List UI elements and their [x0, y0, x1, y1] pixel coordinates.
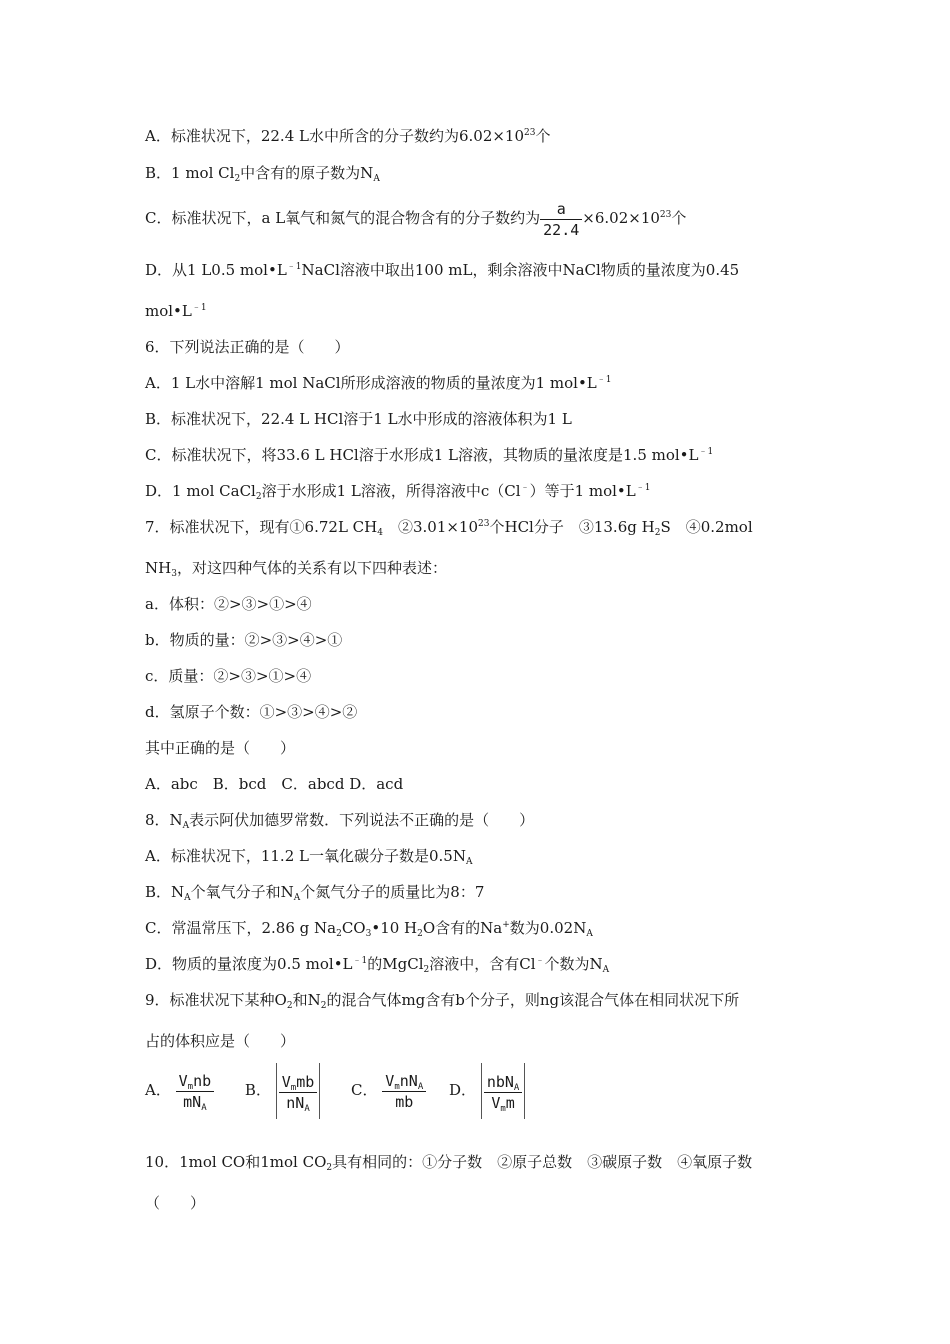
q6-stem: 6．下列说法正确的是（ ） — [145, 338, 350, 356]
q10-stem: 10．1mol CO和1mol $CO_2$具有相同的：①分子数 ②原子总数 ③碳原子数 ④氧原子数 — [145, 1153, 753, 1173]
q5-option-a: A．标准状况下，22.4 L水中所含的分子数约为$6.02\times 10^{23}$个 — [145, 127, 551, 145]
q7-options: A．abc B．bcd C．abcd D．acd — [145, 775, 404, 793]
q6-option-a: A．1 L水中溶解1 mol NaCl所形成溶液的物质的量浓度为1 $mol•L^{﹣1}$ — [145, 374, 612, 392]
q5-option-d: D．从1 L0.5 $mol•L^{﹣1}NaCl$溶液中取出100 mL，剩余溶液中NaCl物质的量浓度为0.45 — [145, 261, 740, 279]
q7-ask: 其中正确的是（ ） — [145, 739, 296, 757]
q6-option-c: C．标准状况下，将33.6 L HCl溶于水形成1 L溶液，其物质的量浓度是1.5 $mol•L^{﹣1}$ — [145, 446, 714, 464]
q8-stem: 8．$N_A$表示阿伏加德罗常数．下列说法不正确的是（ ） — [145, 811, 535, 831]
q5-option-d-cont: $mol•L^{﹣1}$ — [145, 302, 207, 320]
fraction-option-b-box — [276, 1063, 321, 1119]
fraction-option-d: $\frac{nbN_A}{V_mm}$ — [484, 1072, 523, 1113]
fraction-a-over-22-4: $\frac{a}{22.4}$ — [540, 199, 582, 240]
q8-option-b: B．$N_A$个氧气分子和$N_A$个氮气分子的质量比为8：7 — [145, 883, 485, 903]
q9-stem-cont: 占的体积应是（ ） — [145, 1032, 296, 1050]
q10-stem-cont: （ ） — [145, 1194, 206, 1212]
q7-statement-a: a．体积：②>③>①>④ — [145, 595, 312, 613]
fraction-option-a: $\frac{V_mnb}{mN_A}$ — [176, 1071, 215, 1112]
q5-option-b: B．1 mol $Cl_2$中含有的原子数为$N_A$ — [145, 164, 380, 184]
q7-statement-d: d．氢原子个数：①>③>④>② — [145, 703, 358, 721]
q7-stem-cont: $NH_3$，对这四种气体的关系有以下四种表述： — [145, 559, 447, 579]
q7-statement-b: b．物质的量：②>③>④>① — [145, 631, 343, 649]
fraction-option-b: $\frac{V_mmb}{nN_A}$ — [279, 1072, 318, 1113]
q9-options: A． $\frac{V_mnb}{mN_A}$ B． $\frac{V_mmb}{nN_A}$ C． $\frac{V_mnN_A}{mb}$ D． $\frac{nbN_A}{V_mm}$ — [145, 1062, 525, 1119]
q7-stem: 7．标准状况下，现有①6.72L $CH_4$ $②3.01\times 10^{23}$个HCl分子 ③13.6g $H_2S$ ④0.2mol — [145, 518, 753, 538]
q8-option-a: A．标准状况下，11.2 L一氧化碳分子数是$0.5N_A$ — [145, 847, 473, 867]
fraction-option-d-box — [481, 1063, 526, 1119]
fraction-option-c: $\frac{V_mnN_A}{mb}$ — [382, 1071, 426, 1112]
q6-option-b: B．标准状况下，22.4 L HCl溶于1 L水中形成的溶液体积为1 L — [145, 410, 572, 428]
q6-option-d: D．1 mol CaCl$_2$溶于水形成1 L溶液，所得溶液中c（Cl﹣）等于1 $mol•L^{﹣1}$ — [145, 482, 651, 502]
q7-statement-c: c．质量：②>③>①>④ — [145, 667, 312, 685]
q9-stem: 9．标准状况下某种$O_2$和$N_2$的混合气体mg含有b个分子，则ng该混合气体在相同状况下所 — [145, 991, 740, 1011]
q8-option-c: C．常温常压下，2.86 g $Na_2CO_3•10$ $H_2O$含有的Na+数为$0.02N_A$ — [145, 919, 593, 939]
q5-option-c: C．标准状况下，a L氧气和氮气的混合物含有的分子数约为 $\frac{a}{22.4}$ $\times 6.02\times 10^{23}$个 — [145, 199, 687, 239]
q8-option-d: D．物质的量浓度为0.5 $mol•L^{﹣1}$的MgCl$_2$溶液中，含有Cl﹣个数为$N_A$ — [145, 955, 610, 975]
